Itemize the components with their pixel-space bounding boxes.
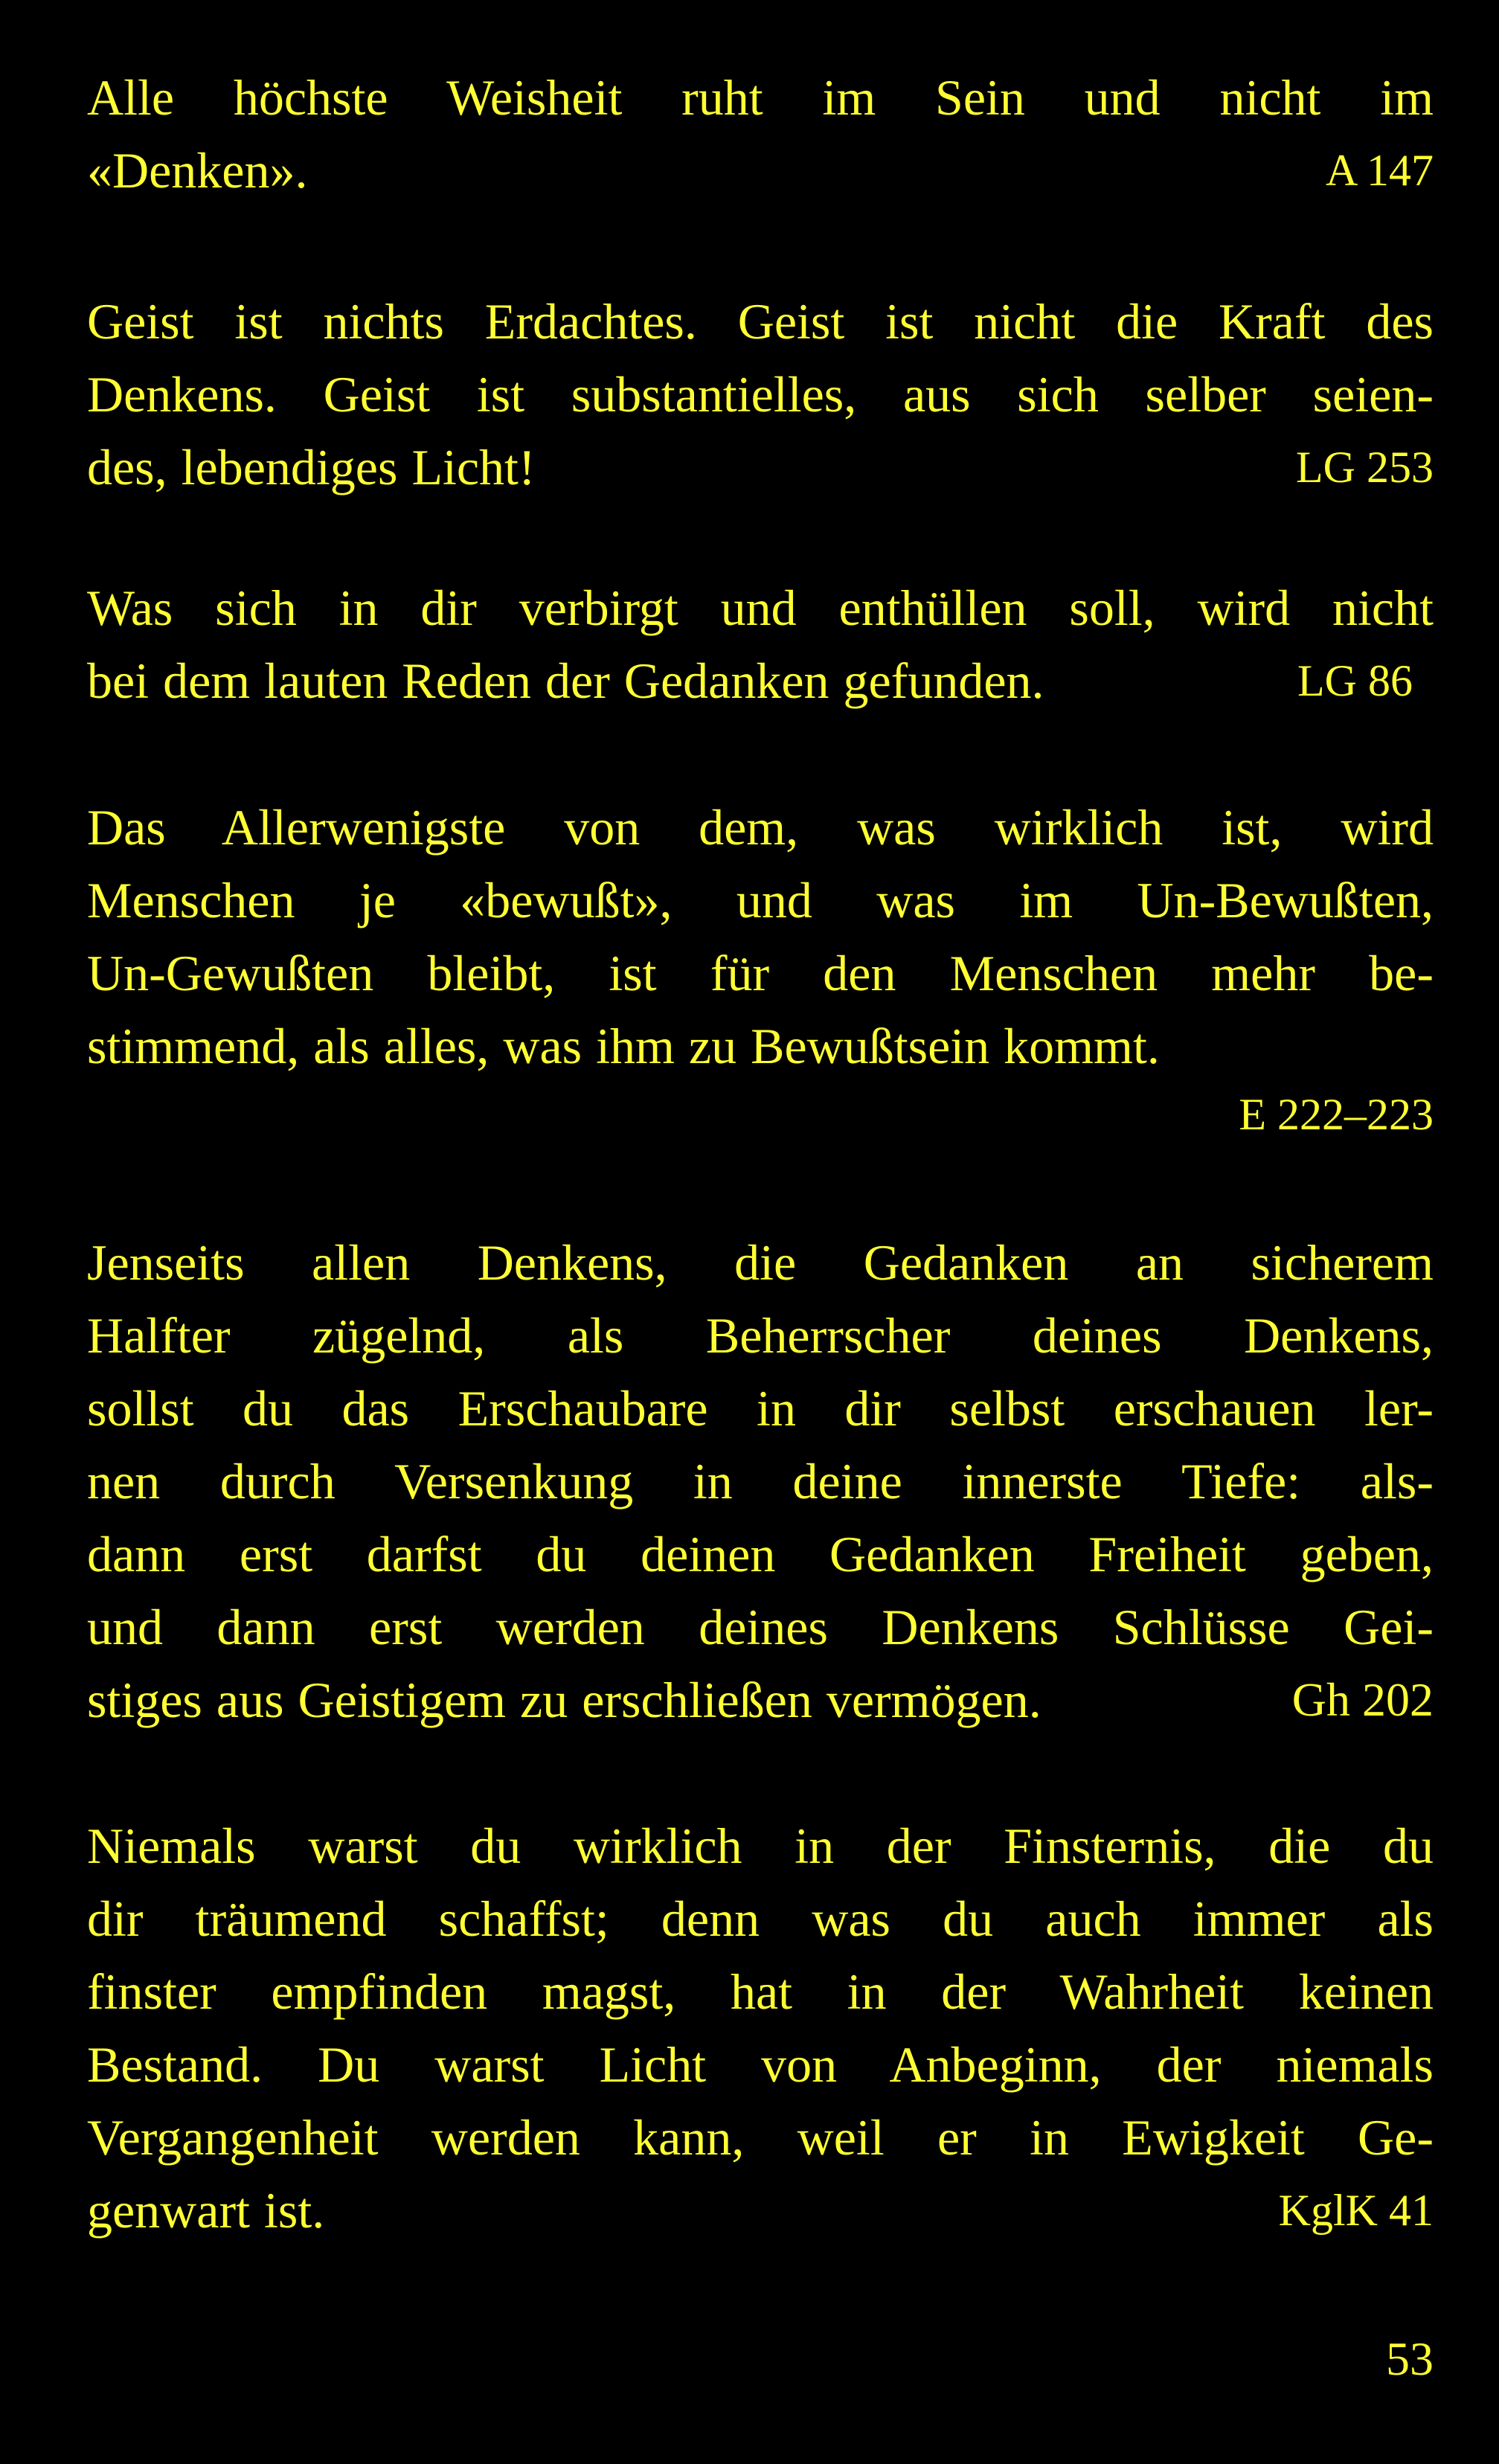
- source-reference: Gh 202: [1291, 1673, 1434, 1726]
- quote-line: bei dem lauten Reden der Gedanken gefunden.: [87, 652, 1044, 709]
- quote-line: und dann erst werden deines Denkens Schlüsse Gei-: [87, 1599, 1434, 1655]
- quote-5: [87, 1226, 1434, 1736]
- source-reference: KglK 41: [1278, 2186, 1434, 2235]
- source-reference: LG 253: [1296, 443, 1434, 492]
- quote-line: dir träumend schaffst; denn was du auch immer als: [87, 1890, 1434, 1947]
- quote-3: [87, 571, 1434, 717]
- quote-line: Was sich in dir verbirgt und enthüllen soll, wird nicht: [87, 580, 1434, 636]
- quote-line: Un-Gewußten bleibt, ist für den Menschen mehr be-: [87, 945, 1434, 1001]
- quote-line: nen durch Versenkung in deine innerste Tiefe: als-: [87, 1453, 1434, 1509]
- quote-line: stiges aus Geistigem zu erschließen vermögen.: [87, 1672, 1041, 1728]
- quote-line: Vergangenheit werden kann, weil er in Ewigkeit Ge-: [87, 2109, 1434, 2166]
- quote-line: finster empfinden magst, hat in der Wahrheit keinen: [87, 1963, 1434, 2020]
- quote-line: Alle höchste Weisheit ruht im Sein und nicht im: [87, 69, 1434, 126]
- source-reference: A 147: [1325, 146, 1434, 195]
- quote-2: [87, 285, 1434, 504]
- source-reference: E 222–223: [1239, 1090, 1434, 1139]
- page-number: 53: [1386, 2332, 1434, 2385]
- quote-line: Menschen je «bewußt», und was im Un-Bewußten,: [87, 872, 1434, 928]
- quote-4: [87, 791, 1434, 1151]
- quote-line: des, lebendiges Licht!: [87, 439, 536, 495]
- quote-line: dann erst darfst du deinen Gedanken Freiheit geben,: [87, 1526, 1434, 1582]
- quote-line: Geist ist nichts Erdachtes. Geist ist nicht die Kraft des: [87, 293, 1434, 350]
- quote-line: Denkens. Geist ist substantielles, aus sich selber seien-: [87, 366, 1434, 423]
- quote-line: Das Allerwenigste von dem, was wirklich ist, wird: [87, 799, 1434, 856]
- quote-line: «Denken».: [87, 142, 308, 199]
- quote-line: Bestand. Du warst Licht von Anbeginn, der niemals: [87, 2036, 1434, 2093]
- quote-6: [87, 1809, 1434, 2247]
- source-reference: LG 86: [1297, 656, 1413, 705]
- quote-line: genwart ist.: [87, 2182, 325, 2239]
- quote-line: Jenseits allen Denkens, die Gedanken an sicherem: [87, 1234, 1434, 1291]
- quote-1: [87, 61, 1434, 207]
- quote-line: Niemals warst du wirklich in der Finsternis, die du: [87, 1817, 1434, 1874]
- quote-line: sollst du das Erschaubare in dir selbst erschauen ler-: [87, 1380, 1434, 1437]
- quote-line: stimmend, als alles, was ihm zu Bewußtsein kommt.: [87, 1018, 1160, 1074]
- quote-line: Halfter zügelnd, als Beherrscher deines Denkens,: [87, 1307, 1434, 1364]
